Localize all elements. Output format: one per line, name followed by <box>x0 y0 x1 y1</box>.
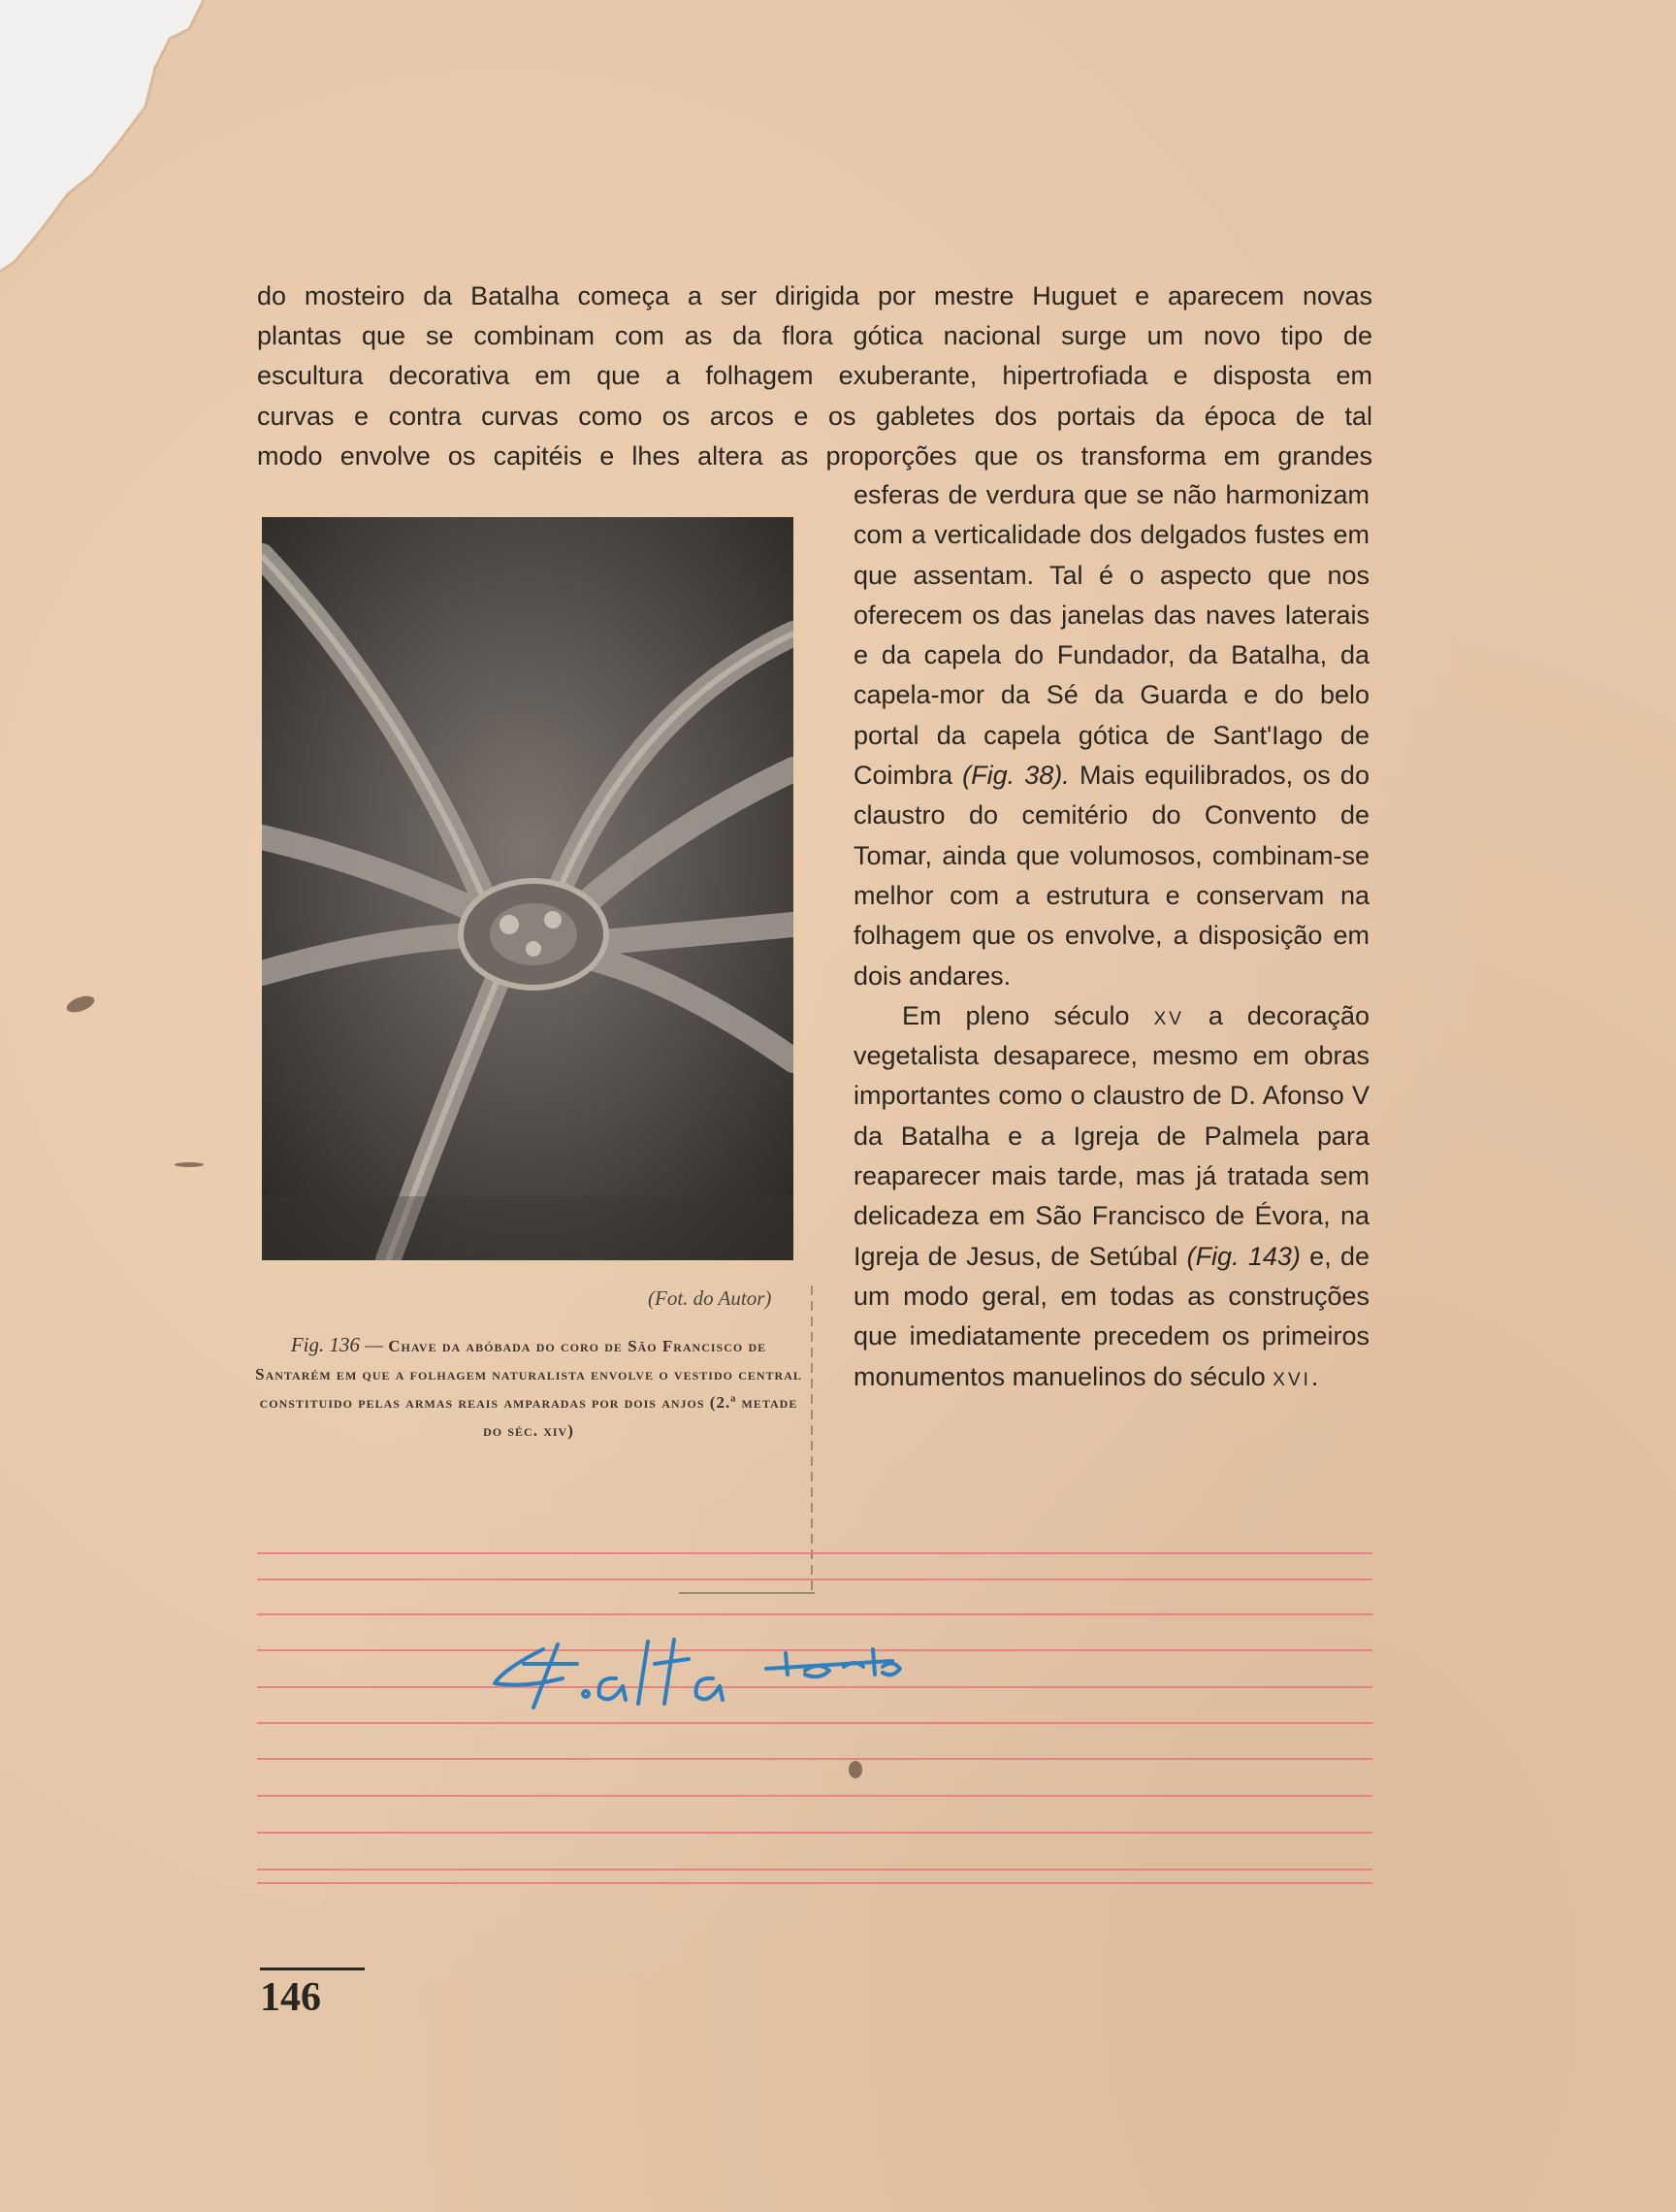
vault-keystone-photo <box>262 517 793 1260</box>
ruled-line <box>257 1869 1372 1870</box>
torn-corner <box>0 0 223 281</box>
ruled-line <box>257 1758 1372 1760</box>
margin-rule <box>679 1592 815 1594</box>
body-text: e, de um modo geral, em todas as construções que imediatamente precedem os primeiros monumentos manuelinos do século <box>854 1241 1370 1391</box>
text-line: do mosteiro da Batalha começa a ser dirigida por mestre Huguet e aparecem novas <box>257 281 1372 310</box>
figure-caption <box>254 1331 803 1445</box>
right-column-text <box>854 475 1370 1397</box>
body-text: a decoração vegetalista desaparece, mesmo em obras importantes como o claustro de D. Afonso V da Batalha e a Igreja de Palmela para reaparecer mais tarde, mas já tratada sem delicadeza em São Francisco de Évora, na Igreja de Jesus, de Setúbal <box>854 1000 1370 1271</box>
photo-credit: (Fot. do Autor) <box>648 1286 772 1310</box>
ink-stain <box>849 1761 862 1778</box>
text-line: plantas que se combinam com as da flora gótica nacional surge um novo tipo de <box>257 321 1372 351</box>
figure-reference: (Fig. 38). <box>962 761 1070 791</box>
figure-reference: (Fig. 143) <box>1186 1241 1301 1271</box>
ink-stain <box>175 1162 204 1167</box>
text-line: modo envolve os capitéis e lhes altera as proporções que os transforma em grandes <box>257 440 1372 471</box>
margin-rule <box>811 1285 813 1596</box>
ruled-line <box>257 1832 1372 1834</box>
intro-paragraph <box>257 276 1372 476</box>
caption-text: Chave da abóbada do coro de São Francisco de Santarém em que a folhagem naturalista envolve o vestido central constituido pelas armas reais amparadas por dois anjos (2.ª metade do séc. xiv) <box>255 1337 802 1440</box>
body-text: Mais equilibrados, os do claustro do cemitério do Convento de Tomar, ainda que volumosos, combinam-se melhor com a estrutura e conservam na folhagem que os envolve, a disposição em dois andares. <box>854 761 1370 991</box>
ruled-line <box>257 1882 1372 1884</box>
handwritten-note <box>485 1610 951 1727</box>
text-line: escultura decorativa em que a folhagem exuberante, hipertrofiada e disposta em <box>257 361 1372 391</box>
ruled-line <box>257 1795 1372 1797</box>
ruled-line <box>257 1552 1372 1554</box>
text-line: curvas e contra curvas como os arcos e os gabletes dos portais da época de tal <box>257 401 1372 431</box>
century-numeral: xvi. <box>1273 1361 1322 1391</box>
century-numeral: xv <box>1153 1000 1184 1030</box>
body-text: Em pleno século <box>902 1000 1130 1030</box>
caption-figure-number: Fig. 136 — <box>290 1333 383 1356</box>
body-text: esferas de verdura que se não harmonizam com a verticalidade dos delgados fustes em que assentam. Tal é o aspecto que nos oferecem os das janelas das naves laterais e da capela do Fundador, da Batalha, da capela-mor da Sé da Guarda e do belo portal da capela gótica de Sant'Iago de Coimbra <box>854 480 1370 791</box>
ruled-line <box>257 1578 1372 1580</box>
page-number: 146 <box>260 1968 365 2021</box>
